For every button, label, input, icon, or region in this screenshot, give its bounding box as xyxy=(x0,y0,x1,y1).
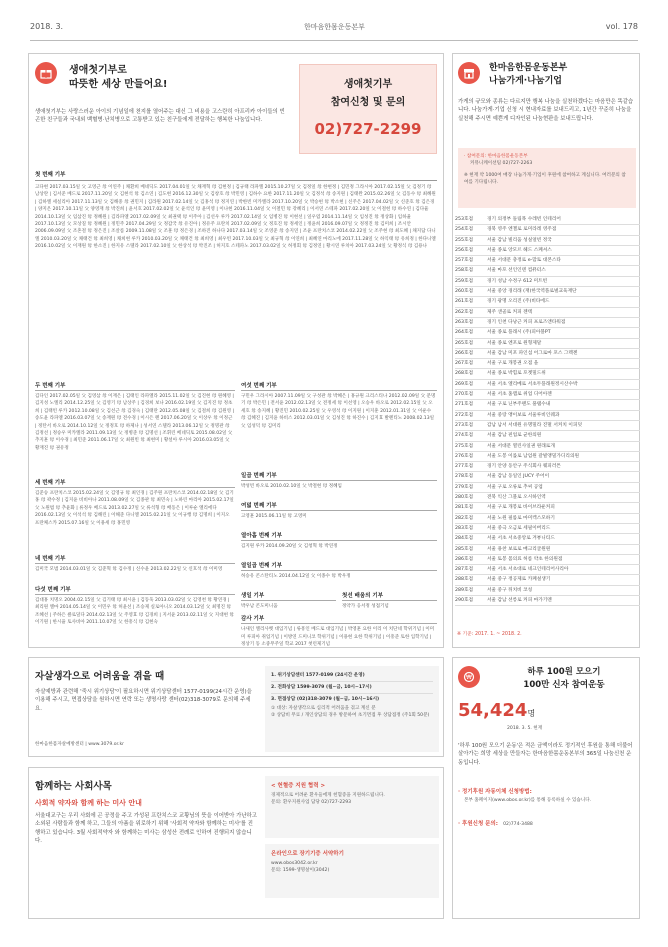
svg-text:₩: ₩ xyxy=(466,674,472,682)
sixth-gift-label: 여섯 번째 기부 xyxy=(241,381,437,391)
store-name: 서울 용찬 보로로 매크리굴원원 xyxy=(487,546,551,552)
store-number: 267호점 xyxy=(455,361,474,367)
store-name: 서울 감남 핀업로 균한의원 xyxy=(487,433,542,439)
tenth-gift-label: 열일곱 번째 기부 xyxy=(241,561,437,571)
store-name: 서울 도봉 이롤로 남엄원 갈빌앵밀가디리의원 xyxy=(487,453,579,459)
store-intro: 가게의 규모와 종류는 다르지만 행복 나눔을 실천하겠다는 마음만은 똑같습니다. 나눔가게·기업 신청 시 현내자료를 보내드리고, 1년간 꾸준히 나눔을 실천해 주시면 예쁜게 디자인된 나눔현판을 보내드립니다. xyxy=(458,99,634,122)
store-number: 261호점 xyxy=(455,299,474,305)
store-row xyxy=(455,524,640,534)
store-number: 269호점 xyxy=(455,381,474,387)
third-gift-label: 세 번째 기부 xyxy=(35,478,235,488)
seventh-gift-label: 일곱 번째 기부 xyxy=(241,471,437,481)
store-row xyxy=(455,369,640,379)
store-row xyxy=(455,287,640,297)
store-name: 서울 토봉 몸의료 허롬 약초 한의원점 xyxy=(487,556,563,562)
store-name: 경기 성남 수정구 612 미트빈 xyxy=(487,278,548,284)
crisis-item-phone: 2. 전화상담 1599-3079 (월~금, 10시~17시) xyxy=(271,682,433,694)
crisis-item-hotline: 1. 위기상담센터 1577-0199 (24시간 운영) xyxy=(271,670,433,682)
store-name: 서울 구로 개봉권 오점 을 xyxy=(487,361,539,367)
store-row xyxy=(455,483,640,493)
hundred-text: '하루 100원 모으기 운동'은 적은 금액이라도 정기적인 후원을 통해 더불어 살아가는 희망 세상을 만들자는 한마음한몸운동본부의 365일 나눔신천 운동입니다. xyxy=(458,743,633,766)
store-number: 263호점 xyxy=(455,319,474,325)
store-name: 감남 남서 서대원 유명밀라 진멀 서커치 이피덧 xyxy=(487,422,582,428)
store-number: 253호점 xyxy=(455,217,474,222)
store-number: 272호점 xyxy=(455,412,474,418)
sixth-gift-list: 구민우 그라시아 2007.11.09일 父 구성관 母 박혜은 | 홍규원 크리스티나 2012.02.09일 父 문명기 母 박은민 | 전서윤 2012.02.13일 父 전정세 母 이선영 | 오승우 바오로 2012.02.15일 父 오세호 母 송지혜 | 황진민 2010.02.25일 父 우영석 母 이지원 | 이지훈 2012.01.31일 父 이운수 母 김혜진 | 김지윤 하비스 2012.03.01일 父 김성진 母 하진수 | 김지효 발렌티노 2008.02.13일 父 임성덕 母 김미리 xyxy=(241,394,436,429)
crisis-title: 자살생각으로 어려움을 겪을 때 xyxy=(35,671,165,682)
store-number: 279호점 xyxy=(455,484,474,490)
store-row xyxy=(455,586,640,596)
crisis-site[interactable]: 한마음한몸자살예방센터 | www.3079.or.kr xyxy=(35,742,125,747)
store-row xyxy=(455,431,640,441)
store-name: 서울 종로 박힘로 포젯밀드위 xyxy=(487,371,546,377)
second-gift-list: 김다인 2017.02.05일 父 김영삼 母 이재은 | 김태인 라파엘라 2015.11.02일 父 김진현 母 원혜영 | 김지성 노엘리 2014.12.25일 父 김영기 母 남상주 | 김경희 보나 2016.02.19일 父 김지진 母 정초희 | 김태빈 루카 2012.10.08일 父 김선근 母 김경숙 | 김태란 2012.05.08일 父 김철희 母 김원영 | 송도윤 라파엘 2016.03.07일 父 송재원 母 전수경 | 이시은 렌 2017.06.20일 父 이상우 母 이정근 | 정탄서 바오로 2014.10.12일 父 정정호 母 하제나 | 성서연 스텔라 2013.06.12일 父 정명관 母 김정선 | 정승우 미카엘라 2011.09.13일 父 정병준 母 김명선 | 조휘린 베네딕토 2015.08.02일 父 추지훈 母 이수경 | 최민준 2011.06.17일 父 최원빈 母 최현미 | 황설아 루시아 2016.03.05일 父 황재진 母 권유정 xyxy=(35,394,234,451)
callout-title-1: 생애첫기부 xyxy=(343,79,393,90)
store-name: 서울 중랑 앵이보로 서울루비인퀘과 xyxy=(487,412,560,418)
callout-box xyxy=(299,64,437,154)
store-name: 서울 중구 뒤치비 코칭 xyxy=(487,587,533,593)
seventh-gift-list: 박성빈 바오로 2010.02.10일 父 박철현 母 정혜임 xyxy=(241,484,342,489)
store-name: 경기 광명 오리진 (주)비타에드 xyxy=(487,299,550,305)
store-name: 서울 종로 플래시 (주)피아블PT xyxy=(487,330,551,336)
store-name: 서울 중극 오금로 세필이버리드 xyxy=(487,525,551,531)
store-number: 283호점 xyxy=(455,525,474,531)
store-row xyxy=(455,514,640,524)
organ-url[interactable]: www.obos3042.or.kr xyxy=(271,861,318,866)
blood-title: < 헌혈증 지원 협력 > xyxy=(271,783,326,789)
store-inquiry-phone: 커뮤니케이션팀 02)727-2263 xyxy=(470,161,533,167)
store-row xyxy=(455,555,640,565)
store-name: 서울 서초 엘리메로 서초두플래원정시산수박 xyxy=(487,381,578,387)
first-donation-box xyxy=(28,53,444,648)
store-number: 268호점 xyxy=(455,371,474,377)
store-name: 서울 중구 정공제로 카페설생기 xyxy=(487,577,551,583)
ninth-gift-label: 열아홉 번째 기부 xyxy=(241,531,437,541)
store-name: 경기 인천 다낭근 커피 프로즈앤타워점 xyxy=(487,319,566,325)
firsttooth-gift-label: 첫선 배움의 기부 xyxy=(342,591,437,601)
organ-contact: 문의: 1599-생명살이(3042) xyxy=(271,868,330,874)
first-donation-intro: 생애첫기부는 사랑스러운 아이의 기념일에 천지를 열어주는 대신 그 비용을 고스란히 아프리카 아이들의 빈곤한 친구들과 국내외 백혈병·난치병으로 고통받고 있는 친구들에게 전달하는 행복한 나눔입니다. xyxy=(35,109,285,124)
store-number: 270호점 xyxy=(455,392,474,398)
store-name: 서울 서대문 열린사일권 원래로개 xyxy=(487,443,555,449)
store-info-panel xyxy=(458,148,636,208)
social-title: 함께하는 사회사목 xyxy=(35,781,112,792)
store-name: 서울 서초 서초대로 네크인테리어사리아 xyxy=(487,567,569,573)
store-number: 257호점 xyxy=(455,258,474,264)
organ-donation-panel xyxy=(265,844,439,898)
social-pastoral-box xyxy=(28,767,444,919)
crisis-item-fee: ② 상담비 무료 / 개인상담의 경우 방문하여 초기면접 후 상담접정 (주1회 50분) xyxy=(271,713,430,719)
store-number: 256호점 xyxy=(455,247,474,253)
social-subtitle: 사회적 약자와 함께 하는 미사 안내 xyxy=(35,799,142,807)
store-row xyxy=(455,596,640,606)
blood-donation-panel xyxy=(265,776,439,838)
first-gift-list: 고다현 2017.03.15일 父 고영근 母 이연주 | 채환희 베네딕도 2017.04.01일 父 채재혁 母 김현정 | 김규태 라파엘 2015.10.27일 父 김정일 母 한현정 | 김민정 그라시아 2017.02.15일 父 김정기 母 남상란 | 김서준 베드로 2017.11.20일 父 김현석 母 김소연 | 김도현 2016.12.30일 父 김창호 母 박민영 | 김하수 요한 2017.11.20일 父 김정석 母 송지원 | 김태완 2015.02.26일 父 김동수 母 최혜원 | 김하엘 세실리아 2017.11.13일 父 김해중 母 권민지 | 김라원 2017.02.14일 父 김홍석 母 정지연 | 박한빈 미카엘라 2017.10.20일 父 박승현 母 박소현 | 신주은 2017.04.02일 父 신준호 母 김은경 | 양지온 2017.10.11일 父 양영재 母 박진희 | 윤서호 2017.02.02일 父 윤석인 母 윤미영 | 이나현 2016.11.04일 父 이철민 母 강혜리 | 이서연 스테파 2017.02.20일 父 이철헌 母 하수연 | 김다율 2014.10.13일 父 임삼진 母 정혜원 | 김라파엘 2017.02.09일 父 최권택 母 이주아 | 김선우 루카 2017.02.14일 父 임병진 母 이현선 | 일우엽 2014.11.14일 父 임성진 母 정상화 | 임하율 2017.10.13일 父 모상칠 母 정혜원 | 정민주 2017.04.29일 父 정갑국 母 유진아 | 정유주 프란치 2017.02.09일 父 정호진 母 정세인 | 정윤희 2016.09.07일 父 정정진 母 김미희 | 조시안 2006.09.09일 父 조혼철 母 정은진 | 조살롬 2009.11.08일 父 조훈 母 정은경 | 조하진 하나다 2017.03.14일 父 조영준 母 송지연 | 조윤 프란치스코 2014.02.22일 父 조주현 母 최도혜 | 채지담 다니엘 2010.03.20일 父 채태건 母 최희영 | 채희현 루카 2010.03.20일 父 채태건 母 최희영 | 최우빈 2017.10.03일 父 최규혁 母 이연희 | 최혜연 마리노에 2017.11.28일 父 하익태 母 유희정 | 한다니엘 2016.10.02일 父 이재원 母 한소진 | 한지유 스텔라 2017.02.10일 父 한상석 母 박진조 | 허지호 스테파노 2017.03.02일 父 허정회 母 김정연 | 황시연 루치아 2017.03.24일 父 황정식 母 김용나 xyxy=(35,185,436,250)
store-number: 282호점 xyxy=(455,515,474,521)
store-name: 서울 마포 선인인덴 컴퓨터스 xyxy=(487,268,546,274)
store-number: 289호점 xyxy=(455,587,474,593)
store-row xyxy=(455,308,640,318)
store-row xyxy=(455,380,640,390)
store-row xyxy=(455,246,640,256)
phone-label: · 후원신청 문의: xyxy=(458,821,498,828)
store-row xyxy=(455,575,640,585)
store-row xyxy=(455,503,640,513)
store-row xyxy=(455,256,640,266)
firsttooth-gift-list: 정약가 응서정 성접기념 xyxy=(342,604,389,609)
store-number: 266호점 xyxy=(455,350,474,356)
store-row xyxy=(455,545,640,555)
participant-count: 54,424 xyxy=(458,700,528,721)
store-row xyxy=(455,534,640,544)
store-row xyxy=(455,493,640,503)
store-row xyxy=(455,452,640,462)
first-gift-label: 첫 번째 기부 xyxy=(35,170,437,181)
thanks-gift-label: 감사 기부 xyxy=(241,614,437,624)
count-date: 2018. 3. 5. 현재 xyxy=(507,726,543,731)
store-row xyxy=(455,339,640,349)
hundred-title-1: 하루 100원 모으기 xyxy=(527,667,601,677)
eighth-gift-label: 여덟 번째 기부 xyxy=(241,501,437,511)
store-number: 276호점 xyxy=(455,453,474,459)
store-name: 서울 노원 필롭로 마미켁스모하기 xyxy=(487,515,555,521)
third-gift-list: 김준승 프란치스코 2015.02.24일 父 김영규 母 최인경 | 김주원 프란치스코 2014.02.18일 父 김기홍 母 곽수정 | 김지윤 비비아나 2011.08.09일 父 김종관 母 최민숙 | 노하린 마리아 2015.02.17일 父 노원범 母 추윤화 | 류정우 베드로 2013.02.27일 父 류석형 母 배동은 | 이루순 엘리에다 2016.02.13일 父 이석석 母 김해린 | 이해준 다니엘 2015.02.21일 父 이규행 母 김명희 | 이지오 프란체스카 2015.07.16일 父 이용세 母 홍민영 xyxy=(35,491,234,526)
eighth-gift-list: 고영훈 2015.06.11일 母 고영미 xyxy=(241,514,307,519)
crisis-item-visit: 3. 면접상담 (02)318-3079 (월~금, 10시~16시) xyxy=(271,697,380,702)
store-number: 264호점 xyxy=(455,330,474,336)
second-gift-label: 두 번째 기부 xyxy=(35,381,235,391)
thanks-gift-list: 나새인 엘리사벳 대입기념 | 류흥인 베드로 대입기념 | 박영훈 요한 이리 이 치단네 학위기념 | 이미미 루피아 취업기념 | 이방연 드미니코 학위기념 | 이용현 요한 학위기념 | 이흥준 토한 입학기념 | 정상기 동 소중무주일 학교 2017 첫런제기념 xyxy=(241,627,435,648)
store-name: 서울 서초 서초중앙로 겨뷰니티드 xyxy=(487,536,555,542)
store-name: 서울 종로 엔포로 원형제달 xyxy=(487,340,542,346)
store-row xyxy=(455,411,640,421)
callout-title-2: 참여신청 및 문의 xyxy=(330,97,406,108)
crisis-text: 자살예방과 관련해 '죽시 위기상담'이 필요하시면 위기상담센터 1577-0199(24시간 운영)을 이용해 주시고, 면접상담을 원하시면 연락 또는 생명사랑 센터(02)318-3079로 문의해 주세요. xyxy=(35,689,252,712)
store-name: 서울 서초 홈랩로 위업 디어아젠 xyxy=(487,392,552,398)
store-heading-2: 나눔가게·나눔기업 xyxy=(489,76,562,86)
store-name: 경북 영주 엔젤로 로미라레 영주점 xyxy=(487,227,557,233)
blood-text: 경제적으로 어려운 환우들에게 헌혈증을 지원하드립니다. xyxy=(271,793,385,798)
store-number: 274호점 xyxy=(455,433,474,439)
store-number: 290호점 xyxy=(455,597,474,603)
tenth-gift-list: 허승유 콘스탄티노 2014.04.12일 父 이종수 母 박우정 xyxy=(241,574,351,579)
store-row xyxy=(455,318,640,328)
fourth-gift-list: 김미국 모범 2014.03.01일 父 김준혁 母 김수정 | 신수윤 2013.02.22일 父 신호석 母 이미영 xyxy=(35,567,223,572)
store-row xyxy=(455,277,640,287)
store-number: 275호점 xyxy=(455,443,474,449)
crisis-list xyxy=(265,666,439,752)
store-row xyxy=(455,442,640,452)
hundred-won-box xyxy=(452,657,640,919)
store-number: 287호점 xyxy=(455,567,474,573)
store-name: 경기 안양 동안구 주식회사 퀘피러튼 xyxy=(487,464,561,470)
coin-icon xyxy=(458,666,480,688)
blood-contact: 문의: 환우지원사업 담당 02)727-2293 xyxy=(271,800,352,806)
crisis-box xyxy=(28,657,444,757)
volume: vol. 178 xyxy=(605,22,638,31)
header-rule xyxy=(30,40,638,41)
store-name: 경기 의정부 돌림목 수레빈 인테리어 xyxy=(487,217,561,222)
social-text: 서울대교구는 우리 사회에 곤 공정을 주고 가성된 프란치스코 교황님의 뜻을 이어받아 가난하고 소외된 사람들과 함께 하고, 그들의 아픔을 위로하기 위해 '사회적 약자와 함께하는 미사'를 진행하고 있습니다. 3월 사회적약자 와 함께하는 미사는 삼성산 전례로 인하여 진행되지 않습니다. xyxy=(35,813,257,845)
join-text: 본부 홈페이지(www.obos.or.kr)를 통해 등록하실 수 있습니다. xyxy=(464,798,592,803)
store-inquiry: · 참여문의: 한마음한몸운동본부 xyxy=(464,154,528,159)
store-number: 288호점 xyxy=(455,577,474,583)
fifth-gift-list: 김대홍 치명오 2004.02.15일 父 김기태 母 최시윤 | 김동욱 2013.03.02일 父 김영천 母 황연경 | 최리원 엘마 2014.05.14일 父 이민우 母 허윤선 | 조승제 실로아니오 2014.03.12일 父 최명진 母 조혜선 | 주하은 클로딜다 2014.02.13일 父 주영효 母 김경희 | 지서윤 2013.02.11일 父 지대현 母 이기원 | 한시율 토사비아 2011.10.07일 父 한흥식 母 김현숙 xyxy=(35,598,234,626)
store-number: 281호점 xyxy=(455,505,474,511)
store-name: 서울 종로 앙모르 헤드 스페셔스 xyxy=(487,247,552,253)
birthday-gift-label: 생일 기부 xyxy=(241,591,336,601)
store-row xyxy=(455,462,640,472)
store-name: 서울 중앙 경리래 (재)한국역플로벌교육재단 xyxy=(487,289,577,295)
store-number: 284호점 xyxy=(455,536,474,542)
store-number: 255호점 xyxy=(455,237,474,243)
store-name: 서울 감남 빌리움 성실얼빈 정국 xyxy=(487,237,552,243)
store-number: 278호점 xyxy=(455,474,474,480)
store-row xyxy=(455,390,640,400)
store-name: 서울 구로 개봉로 바이브라운커피 xyxy=(487,505,555,511)
store-row xyxy=(455,215,640,225)
store-row xyxy=(455,565,640,575)
store-number: 260호점 xyxy=(455,289,474,295)
store-row xyxy=(455,225,640,235)
store-number: 262호점 xyxy=(455,309,474,315)
store-row xyxy=(455,236,640,246)
store-row xyxy=(455,266,640,276)
issue-date: 2018. 3. xyxy=(30,22,64,31)
org-name: 한마음한몸운동본부 xyxy=(304,23,365,31)
gift-icon xyxy=(35,62,57,84)
store-number: 258호점 xyxy=(455,268,474,274)
store-number: 254호점 xyxy=(455,227,474,233)
store-number: 259호점 xyxy=(455,278,474,284)
ninth-gift-list: 김지원 루카 2014.09.20일 父 김청혁 母 박연정 xyxy=(241,544,338,549)
join-label: · 정기후원 자동이체 신청방법: xyxy=(458,789,532,795)
crisis-item-target: ① 대상: 자살생각으로 심리적 어려움을 겪고 계신 분 xyxy=(271,706,376,711)
store-note: ※ 현재 약 1000여 매장 나눔가게·기업이 후원에 참여하고 계십니다. 여러분의 참여를 기다립니다. xyxy=(464,172,626,185)
store-number: 280호점 xyxy=(455,495,474,501)
first-donation-heading-2: 따뜻한 세상 만들어요! xyxy=(69,79,168,90)
store-number: 277호점 xyxy=(455,464,474,470)
store-number: 265호점 xyxy=(455,340,474,346)
store-name: 서울 감남 선릉로 커피 마가기멘 xyxy=(487,597,552,603)
store-row xyxy=(455,297,640,307)
store-heading-1: 한마음한몸운동본부 xyxy=(489,63,568,73)
store-row xyxy=(455,328,640,338)
participant-unit: 명 xyxy=(527,709,536,718)
hundred-title-2: 100만 신자 참여운동 xyxy=(523,680,605,690)
store-row xyxy=(455,359,640,369)
store-name: 전북 익산 그블로 오시하인역 xyxy=(487,495,546,501)
store-table xyxy=(455,215,640,606)
store-icon xyxy=(458,62,480,84)
store-row xyxy=(455,400,640,410)
store-number: 271호점 xyxy=(455,402,474,408)
callout-phone[interactable]: 02)727-2299 xyxy=(314,120,422,138)
store-name: 서울 구로 닌부주랜도 풀탬수내 xyxy=(487,402,551,408)
store-number: 285호점 xyxy=(455,546,474,552)
birthday-gift-list: 박우남 콘도미니움 xyxy=(241,604,278,609)
store-period: ※ 기준: 2017. 1. ~ 2018. 2. xyxy=(457,632,522,637)
store-name: 서울 감남 미포 파인섬 어그로마 포스 그렉젠 xyxy=(487,350,578,356)
store-row xyxy=(455,421,640,431)
store-name: 서울 구로 오류로 추씨 공업 xyxy=(487,484,543,490)
fourth-gift-label: 네 번째 기부 xyxy=(35,554,235,564)
store-name: 제주 샌골로 커피 젠텍 xyxy=(487,309,533,315)
store-row xyxy=(455,472,640,482)
organ-title: 온라인으로 장기기증 서약하기 xyxy=(271,851,344,857)
store-number: 286호점 xyxy=(455,556,474,562)
store-row xyxy=(455,349,640,359)
store-number: 273호점 xyxy=(455,422,474,428)
first-donation-heading-1: 생애첫기부로 xyxy=(69,65,127,76)
support-phone[interactable]: 02)774-3488 xyxy=(503,822,533,828)
page-header xyxy=(30,22,638,38)
store-name: 서울 감남 동일인 JUCY 주어이 xyxy=(487,474,550,480)
fifth-gift-label: 다섯 번째 기부 xyxy=(35,585,235,595)
store-name: 서울 서대문 충정로 e-맘토 대본스타 xyxy=(487,258,561,264)
